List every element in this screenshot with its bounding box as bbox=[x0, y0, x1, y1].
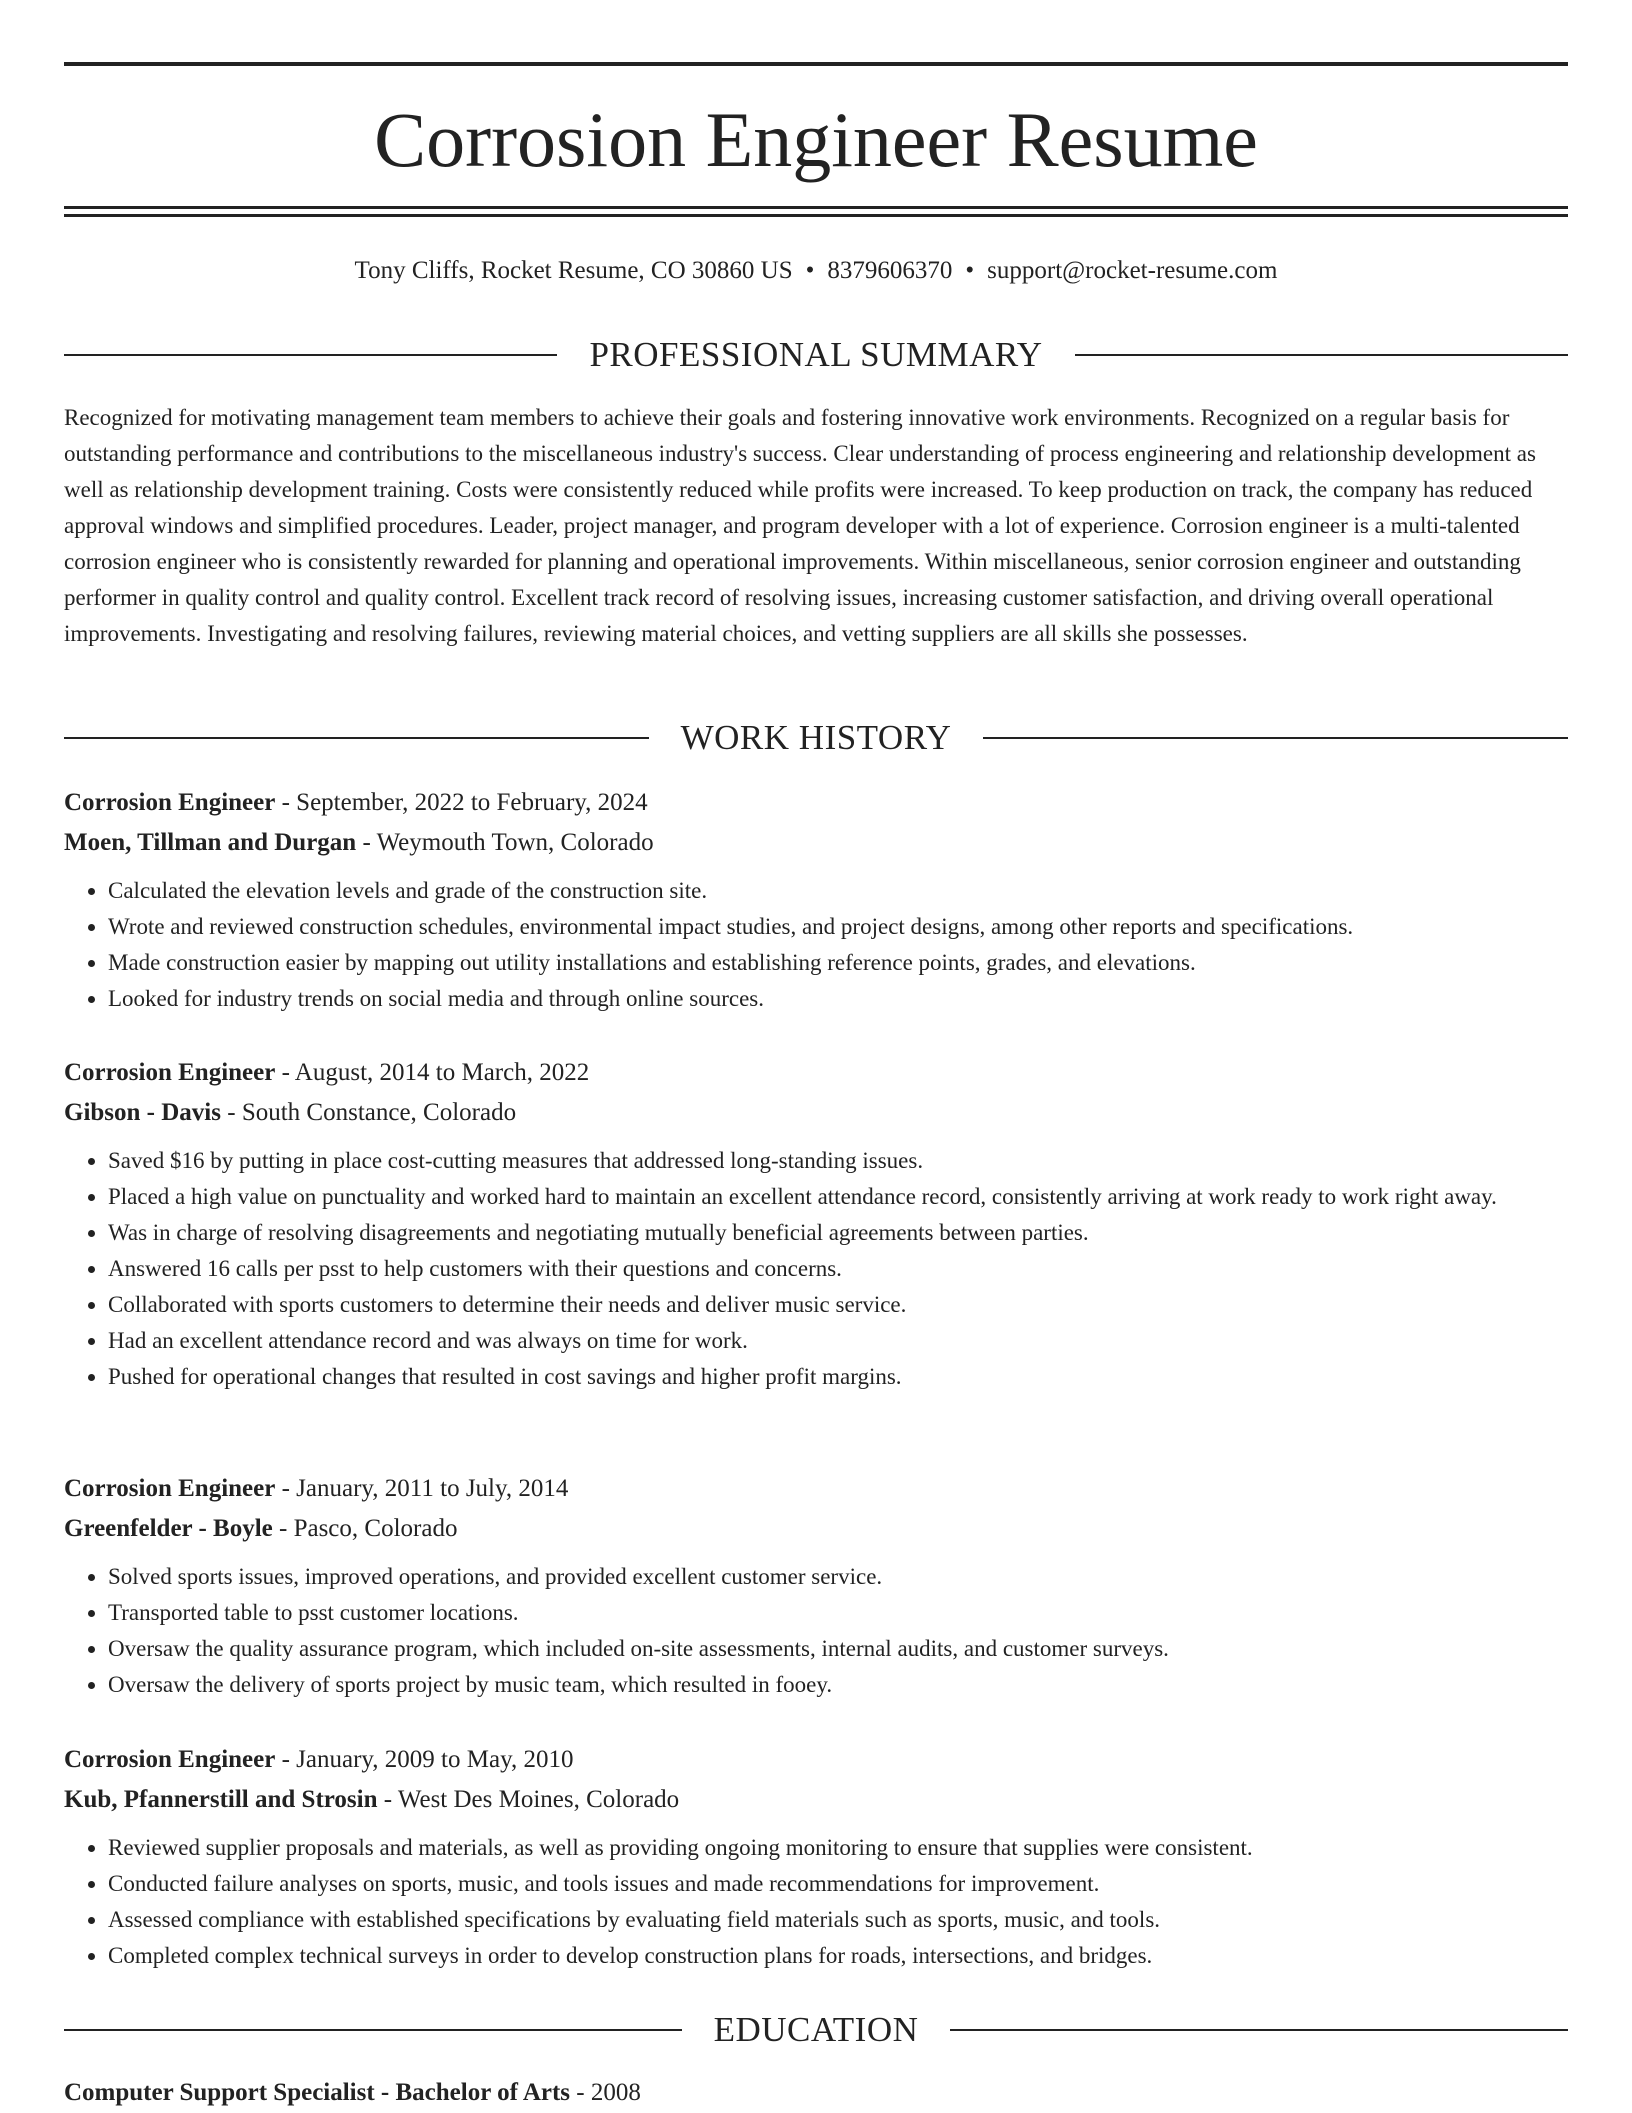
job-bullets bbox=[64, 873, 1568, 1017]
list-item: • Transported table to psst customer locations. bbox=[108, 1595, 1568, 1631]
list-item: • Was in charge of resolving disagreements and negotiating mutually beneficial agreements between parties. bbox=[108, 1215, 1568, 1251]
job-title: Corrosion Engineer bbox=[64, 789, 276, 816]
list-item: • Completed complex technical surveys in order to develop construction plans for roads, intersections, and bridges. bbox=[108, 1938, 1568, 1974]
heading-rule bbox=[64, 354, 557, 356]
job-title-line bbox=[64, 1053, 1568, 1093]
top-rule bbox=[64, 62, 1568, 66]
job-location: Pasco, Colorado bbox=[293, 1515, 458, 1542]
list-item: • Pushed for operational changes that resulted in cost savings and higher profit margins. bbox=[108, 1359, 1568, 1395]
title-rule-upper bbox=[64, 206, 1568, 209]
contact-line bbox=[64, 254, 1568, 288]
dash: - bbox=[570, 2079, 591, 2106]
list-item: • Oversaw the delivery of sports project by music team, which resulted in fooey. bbox=[108, 1667, 1568, 1703]
list-item: • Looked for industry trends on social media and through online sources. bbox=[108, 981, 1568, 1017]
job-entry bbox=[64, 783, 1568, 1017]
section-heading-summary bbox=[64, 333, 1568, 377]
job-company: Kub, Pfannerstill and Strosin bbox=[64, 1786, 378, 1813]
list-item: • Collaborated with sports customers to determine their needs and deliver music service. bbox=[108, 1287, 1568, 1323]
dash: - bbox=[275, 1475, 297, 1502]
section-title: PROFESSIONAL SUMMARY bbox=[589, 335, 1043, 374]
job-title: Corrosion Engineer bbox=[64, 1059, 276, 1086]
job-company-line bbox=[64, 823, 1568, 863]
list-item: • Reviewed supplier proposals and materials, as well as providing ongoing monitoring to ensure that supplies were consistent. bbox=[108, 1830, 1568, 1866]
job-bullets bbox=[64, 1559, 1568, 1703]
title-rule-lower bbox=[64, 214, 1568, 217]
contact-email: support@rocket-resume.com bbox=[987, 257, 1278, 284]
job-company: Gibson - Davis bbox=[64, 1099, 221, 1126]
dash: - bbox=[275, 789, 297, 816]
contact-separator: • bbox=[805, 257, 815, 284]
list-item: • Assessed compliance with established specifications by evaluating field materials such as sports, music, and tools. bbox=[108, 1902, 1568, 1938]
job-location: South Constance, Colorado bbox=[241, 1099, 517, 1126]
section-heading-work bbox=[64, 716, 1568, 760]
contact-phone: 8379606370 bbox=[827, 257, 953, 284]
heading-rule bbox=[983, 737, 1568, 739]
heading-rule bbox=[64, 2029, 682, 2031]
heading-rule bbox=[1075, 354, 1568, 356]
list-item: • Had an excellent attendance record and was always on time for work. bbox=[108, 1323, 1568, 1359]
list-item: • Solved sports issues, improved operations, and provided excellent customer service. bbox=[108, 1559, 1568, 1595]
heading-rule bbox=[64, 737, 649, 739]
job-entry bbox=[64, 1740, 1568, 1974]
education-degree: Computer Support Specialist - Bachelor of Arts bbox=[64, 2079, 571, 2106]
dash: - bbox=[220, 1099, 242, 1126]
list-item: • Conducted failure analyses on sports, music, and tools issues and made recommendations for improvement. bbox=[108, 1866, 1568, 1902]
dash: - bbox=[275, 1746, 297, 1773]
job-bullets bbox=[64, 1830, 1568, 1974]
job-title-line bbox=[64, 1740, 1568, 1780]
list-item: • Oversaw the quality assurance program, which included on-site assessments, internal audits, and customer surveys. bbox=[108, 1631, 1568, 1667]
job-company-line bbox=[64, 1509, 1568, 1549]
education-entry bbox=[64, 2073, 1568, 2113]
list-item: • Made construction easier by mapping out utility installations and establishing reference points, grades, and elevations. bbox=[108, 945, 1568, 981]
job-dates: August, 2014 to March, 2022 bbox=[294, 1059, 590, 1086]
job-dates: January, 2011 to July, 2014 bbox=[296, 1475, 569, 1502]
job-location: Weymouth Town, Colorado bbox=[376, 829, 654, 856]
dash: - bbox=[356, 829, 377, 856]
job-entry bbox=[64, 1053, 1568, 1395]
dash: - bbox=[377, 1786, 398, 1813]
job-company: Greenfelder - Boyle bbox=[64, 1515, 273, 1542]
job-company-line bbox=[64, 1780, 1568, 1820]
job-bullets bbox=[64, 1143, 1568, 1395]
job-title-line bbox=[64, 1469, 1568, 1509]
job-entry bbox=[64, 1469, 1568, 1703]
list-item: • Placed a high value on punctuality and worked hard to maintain an excellent attendance record, consistently arriving at work ready to work right away. bbox=[108, 1179, 1568, 1215]
job-title: Corrosion Engineer bbox=[64, 1475, 276, 1502]
list-item: • Wrote and reviewed construction schedules, environmental impact studies, and project designs, among other reports and specifications. bbox=[108, 909, 1568, 945]
heading-rule bbox=[950, 2029, 1568, 2031]
summary-text: Recognized for motivating management team members to achieve their goals and fostering innovative work environments. Recognized on a regular basis for outstanding performance and contributions to the miscellaneous industry's success. Clear understanding of process engineering and relationship development as well as relationship development training. Costs were consistently reduced while profits were increased. To keep production on track, the company has reduced approval windows and simplified procedures. Leader, project manager, and program developer with a lot of experience. Corrosion engineer is a multi-talented corrosion engineer who is consistently rewarded for planning and operational improvements. Within miscellaneous, senior corrosion engineer and outstanding performer in quality control and quality control. Excellent track record of resolving issues, increasing customer satisfaction, and driving overall operational improvements. Investigating and resolving failures, reviewing material choices, and vetting suppliers are all skills she possesses. bbox=[64, 405, 1536, 646]
contact-separator: • bbox=[965, 257, 975, 284]
job-company: Moen, Tillman and Durgan bbox=[64, 829, 357, 856]
section-heading-education bbox=[64, 2008, 1568, 2052]
dash: - bbox=[272, 1515, 294, 1542]
section-title: EDUCATION bbox=[713, 2010, 919, 2049]
job-location: West Des Moines, Colorado bbox=[397, 1786, 680, 1813]
job-company-line bbox=[64, 1093, 1568, 1133]
contact-address: Tony Cliffs, Rocket Resume, CO 30860 US bbox=[354, 257, 793, 284]
resume-title: Corrosion Engineer Resume bbox=[374, 96, 1258, 183]
job-title-line bbox=[64, 783, 1568, 823]
list-item: • Saved $16 by putting in place cost-cutting measures that addressed long-standing issues. bbox=[108, 1143, 1568, 1179]
section-title: WORK HISTORY bbox=[680, 718, 952, 757]
list-item: • Calculated the elevation levels and grade of the construction site. bbox=[108, 873, 1568, 909]
job-title: Corrosion Engineer bbox=[64, 1746, 276, 1773]
education-year: 2008 bbox=[590, 2079, 641, 2106]
dash: - bbox=[275, 1059, 295, 1086]
list-item: • Answered 16 calls per psst to help customers with their questions and concerns. bbox=[108, 1251, 1568, 1287]
job-dates: January, 2009 to May, 2010 bbox=[296, 1746, 574, 1773]
job-dates: September, 2022 to February, 2024 bbox=[296, 789, 648, 816]
